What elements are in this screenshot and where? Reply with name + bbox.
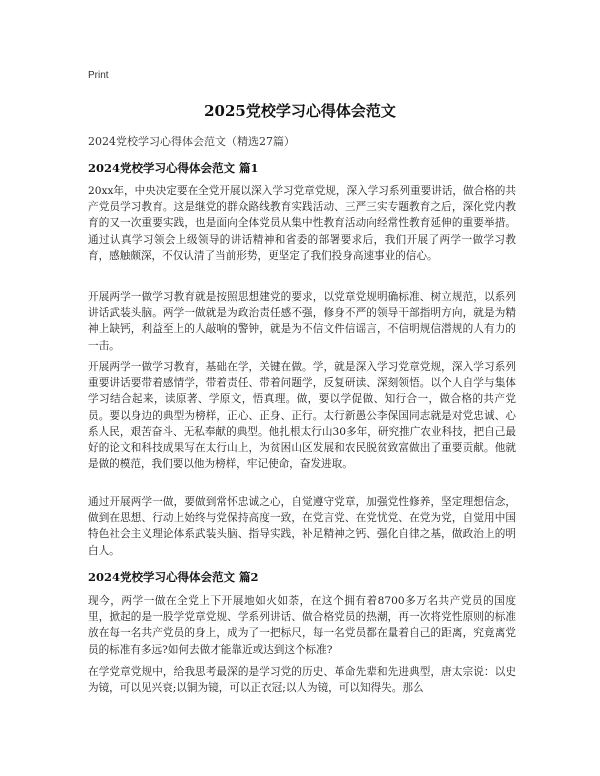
section-heading-2: 2024党校学习心得体会范文 篇2 <box>88 570 259 584</box>
print-link[interactable]: Print <box>88 70 109 81</box>
paragraph: 开展两学一做学习教育就是按照思想建党的要求，以党章党规明确标准、树立规范，以系列讲话武装头脑。两学一做就是为政治责任感不强，修身不严的领导干部指明方向，就是为精神上缺钙，利益至上的人敲响的警钟，就是为不信文件信谣言，不信明规信潜规的人有力的一击。 <box>88 291 516 352</box>
paragraph: 开展两学一做学习教育，基础在学，关键在做。学，就是深入学习党章党规，深入学习系列重要讲话要带着感情学，带着责任、带着问题学，反复研读、深刻领悟。以个人自学与集体学习结合起来，读原著、学原文，悟真理。做，要以学促做、知行合一，做合格的共产党员。要以身边的典型为榜样，正心、正身、正行。太行新愚公李保国同志就是对党忠诚、心系人民，艰苦奋斗、无私奉献的典型。他扎根太行山30多年，研究推广农业科技，把自己最好的论文和科技成果写在太行山上，为贫困山区发展和农民脱贫致富做出了重要贡献。他就是做的模范，我们要以他为榜样，牢记使命，奋发进取。 <box>88 361 516 471</box>
paragraph: 在学党章党规中，给我思考最深的是学习党的历史、革命先辈和先进典型，唐太宗说：以史为镜，可以见兴衰;以铜为镜，可以正衣冠;以人为镜，可以知得失。那么 <box>88 666 516 695</box>
page-title: 2025党校学习心得体会范文 <box>204 102 396 120</box>
section-heading-1: 2024党校学习心得体会范文 篇1 <box>88 161 259 175</box>
paragraph: 现今，两学一做在全党上下开展地如火如荼，在这个拥有着8700多万名共产党员的国度里，掀起的是一股学党章党规、学系列讲话、做合格党员的热潮，再一次将党性原则的标准放在每一名共产党员的身上，成为了一把标尺，每一名党员都在量着自己的距离，究竟离党员的标准有多远?如何去做才能靠近或达到这个标准? <box>88 595 516 656</box>
paragraph: 20xx年，中央决定要在全党开展以深入学习党章党规，深入学习系列重要讲话，做合格的共产党员学习教育。这是继党的群众路线教育实践活动、三严三实专题教育之后，深化党内教育的又一次重要实践，也是面向全体党员从集中性教育活动向经常性教育延伸的重要举措。通过认真学习领会上级领导的讲话精神和省委的部署要求后，我们开展了两学一做学习教育，感触颇深，不仅认清了当前形势，更坚定了我们投身高速事业的信心。 <box>88 185 516 262</box>
paragraph: 通过开展两学一做，要做到常怀忠诚之心，自觉遵守党章，加强党性修养，坚定理想信念，做到在思想、行动上始终与党保持高度一致，在党言党、在党忧党、在党为党，自觉用中国特色社会主义理论体系武装头脑、指导实践，补足精神之钙、强化自律之基，做政治上的明白人。 <box>88 496 516 557</box>
document-subtitle: 2024党校学习心得体会范文（精选27篇） <box>88 135 295 148</box>
